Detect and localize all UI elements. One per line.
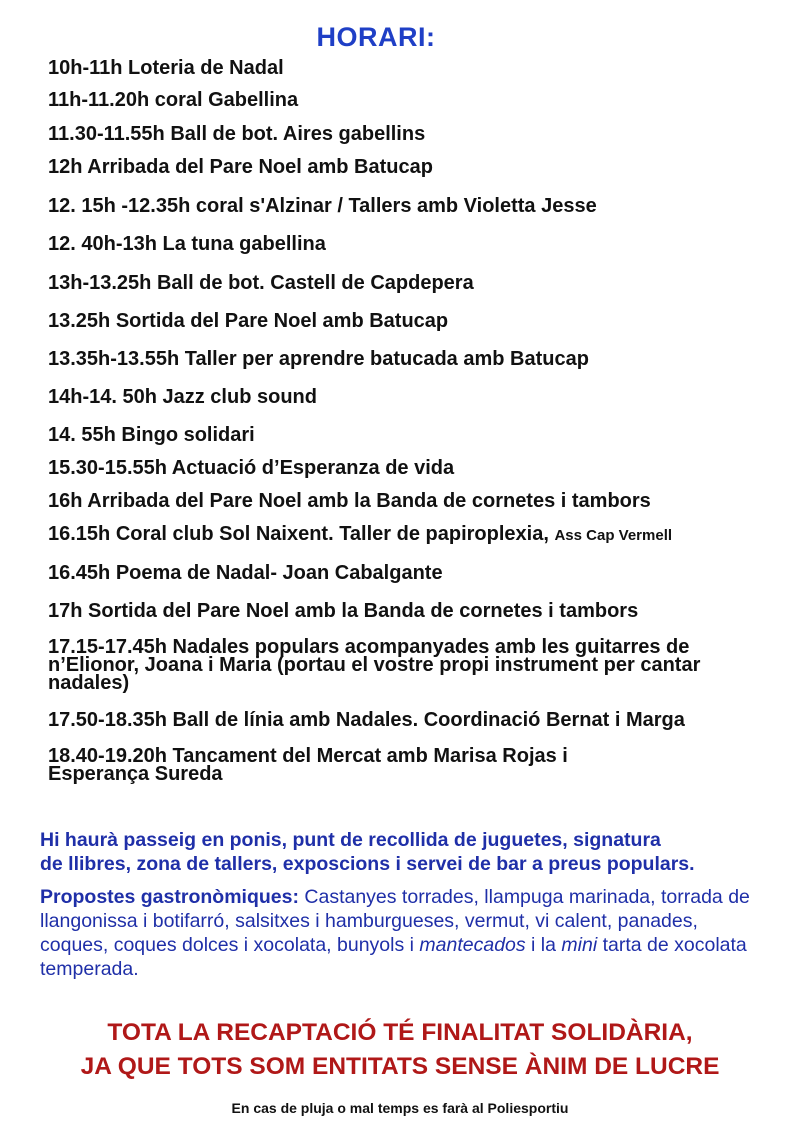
- food-text-3: tarta de xocolata temperada.: [40, 934, 747, 980]
- schedule-item: [48, 349, 778, 370]
- schedule-item-text: 10h-11h Loteria de Nadal: [48, 57, 284, 79]
- schedule-item-text: 17.15-17.45h Nadales populars acompanyades amb les guitarres de n’Elionor, Joana i Maria (portau el vostre propi instrument per cantar nadales): [48, 636, 701, 694]
- schedule-item: [48, 196, 778, 217]
- schedule-item: [48, 601, 778, 622]
- solidarity-line-1: TOTA LA RECAPTACIÓ TÉ FINALITAT SOLIDÀRIA,: [107, 1019, 693, 1046]
- food-proposals: [40, 885, 770, 981]
- schedule-item: [48, 234, 778, 255]
- schedule-item-text: 12. 15h -12.35h coral s'Alzinar / Tallers amb Violetta Jesse: [48, 195, 597, 217]
- schedule-item: [48, 425, 778, 446]
- schedule-item-text: 16h Arribada del Pare Noel amb la Banda de cornetes i tambors: [48, 490, 651, 512]
- schedule-item: [48, 311, 778, 332]
- activities-line-2: de llibres, zona de tallers, exposcions i servei de bar a preus populars.: [40, 853, 695, 875]
- schedule-item-text: 15.30-15.55h Actuació d’Esperanza de vida: [48, 457, 455, 479]
- schedule-item-text: 18.40-19.20h Tancament del Mercat amb Marisa Rojas i Esperança Sureda: [48, 745, 568, 785]
- schedule-item-text: 17.50-18.35h Ball de línia amb Nadales. Coordinació Bernat i Marga: [48, 709, 685, 731]
- schedule-item: [48, 458, 778, 479]
- schedule-item: [48, 747, 648, 783]
- food-label: Propostes gastronòmiques:: [40, 886, 299, 908]
- schedule-item-text: 13.35h-13.55h Taller per aprendre batucada amb Batucap: [48, 348, 589, 370]
- schedule-item: [48, 124, 778, 145]
- schedule-item-text: 13.25h Sortida del Pare Noel amb Batucap: [48, 310, 449, 332]
- schedule-item-text: 11h-11.20h coral Gabellina: [48, 89, 299, 111]
- page-title: HORARI:: [316, 22, 436, 52]
- schedule-item-text: 13h-13.25h Ball de bot. Castell de Capdepera: [48, 272, 474, 294]
- rain-note: En cas de pluja o mal temps es farà al Poliesportiu: [231, 1100, 569, 1116]
- food-text-1: Castanyes torrades, llampuga marinada, torrada de llangonissa i botifarró, salsitxes i hamburgueses, vermut, vi calent, panades, coques, coques dolces i xocolata, bunyols i: [40, 886, 750, 956]
- schedule-item: [48, 491, 778, 512]
- schedule-item: [48, 563, 778, 584]
- schedule-item: [48, 387, 778, 408]
- schedule-item: [48, 524, 778, 546]
- schedule-item-text: 12. 40h-13h La tuna gabellina: [48, 233, 326, 255]
- schedule-list: [48, 58, 778, 783]
- activities-line-1: Hi haurà passeig en ponis, punt de recollida de juguetes, signatura: [40, 829, 661, 851]
- schedule-item-text: 17h Sortida del Pare Noel amb la Banda de cornetes i tambors: [48, 600, 639, 622]
- info-section: [40, 828, 770, 981]
- schedule-item-text: 16.45h Poema de Nadal- Joan Cabalgante: [48, 562, 443, 584]
- schedule-item: [48, 638, 708, 692]
- schedule-item: [48, 157, 778, 178]
- schedule-item: [48, 710, 778, 731]
- schedule-item: [48, 90, 778, 111]
- solidarity-line-2: JA QUE TOTS SOM ENTITATS SENSE ÀNIM DE LUCRE: [80, 1053, 720, 1080]
- schedule-item-text: 16.15h Coral club Sol Naixent. Taller de papiroplexia,: [48, 523, 549, 545]
- schedule-item: [48, 58, 778, 79]
- schedule-item-text: 14. 55h Bingo solidari: [48, 424, 255, 446]
- food-emphasis-1: mantecados: [419, 934, 526, 956]
- schedule-item-text: 12h Arribada del Pare Noel amb Batucap: [48, 156, 433, 178]
- food-emphasis-2: mini: [561, 934, 598, 956]
- food-text-2: i la: [525, 934, 562, 956]
- schedule-item-text: 14h-14. 50h Jazz club sound: [48, 386, 317, 408]
- schedule-item-text: 11.30-11.55h Ball de bot. Aires gabellins: [48, 123, 426, 145]
- solidarity-notice: [0, 1016, 800, 1084]
- schedule-item: [48, 273, 778, 294]
- schedule-item-note: Ass Cap Vermell: [554, 527, 673, 544]
